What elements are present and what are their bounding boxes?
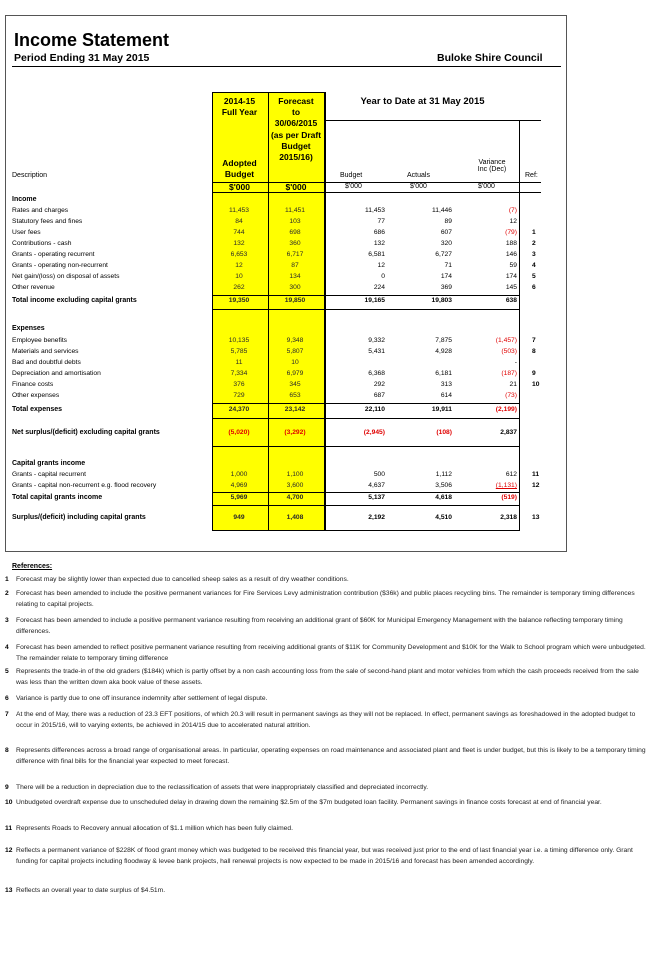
- income-total-rule: [212, 309, 520, 310]
- forecast-value: 5,807: [286, 348, 304, 355]
- variance-value: 612: [505, 471, 517, 478]
- ytd-heading: Year to Date at 31 May 2015: [360, 96, 485, 107]
- actuals-value: 4,510: [435, 514, 452, 521]
- ref-value: 10: [532, 381, 540, 388]
- adopted-value: 19,350: [228, 297, 250, 304]
- row-label: Grants - operating non-recurrent: [12, 262, 108, 269]
- adopted-value: 84: [235, 218, 243, 225]
- forecast-value: 11,451: [285, 207, 305, 214]
- ref-header: Ref:: [525, 172, 538, 179]
- variance-value: (2,199): [495, 406, 517, 413]
- ref-value: 6: [532, 284, 536, 291]
- actuals-value: 174: [440, 273, 452, 280]
- row-label: Contributions - cash: [12, 240, 72, 247]
- forecast-value: 4,700: [286, 494, 304, 501]
- adopted-value: 4,969: [230, 482, 248, 489]
- full-year-label: Full Year: [221, 107, 258, 118]
- adopted-value: 5,785: [230, 348, 248, 355]
- budget-value: 686: [373, 229, 385, 236]
- row-label: Rates and charges: [12, 207, 69, 214]
- income-subtotal-rule: [212, 295, 520, 296]
- actuals-value: 19,911: [431, 406, 452, 413]
- forecast-value: 87: [291, 262, 299, 269]
- note-text: There will be a reduction in depreciation due to the reclassification of assets that were inappropriately classified and depreciated incorrectly.: [16, 784, 429, 791]
- note-number: 13: [5, 887, 13, 894]
- table-row: [0, 240, 660, 251]
- row-label: Surplus/(deficit) including capital grants: [12, 514, 146, 521]
- row-label: Net gain/(loss) on disposal of assets: [12, 273, 120, 280]
- row-label: User fees: [12, 229, 41, 236]
- ref-value: 7: [532, 337, 536, 344]
- budget-value: 687: [373, 392, 385, 399]
- table-row: [0, 381, 660, 392]
- actuals-value: 11,446: [432, 207, 452, 214]
- actuals-value: 3,506: [435, 482, 452, 489]
- forecast-value: 345: [289, 381, 301, 388]
- variance-value: 174: [505, 273, 517, 280]
- adopted-value: 262: [233, 284, 245, 291]
- adopted-value: 7,334: [230, 370, 248, 377]
- title-divider: [12, 66, 561, 67]
- adopted-label: Adopted: [222, 158, 257, 168]
- actuals-header: Actuals: [407, 172, 430, 179]
- variance-value: 146: [505, 251, 517, 258]
- note-number: 7: [5, 711, 9, 718]
- variance-value: 188: [505, 240, 517, 247]
- forecast-line: Forecast: [278, 96, 314, 106]
- table-row: [0, 229, 660, 240]
- note-text: Forecast may be slightly lower than expected due to cancelled sheep sales as a result of dry weather conditions.: [16, 576, 349, 583]
- actuals-value: 6,181: [435, 370, 452, 377]
- net-surplus-rule: [212, 446, 520, 447]
- forecast-value: 300: [289, 284, 301, 291]
- actuals-value: 369: [440, 284, 452, 291]
- actuals-value: 320: [440, 240, 452, 247]
- total-row: [0, 494, 660, 505]
- ref-value: 12: [532, 482, 540, 489]
- actuals-value: 1,112: [435, 471, 452, 478]
- note-number: 11: [5, 825, 13, 832]
- note-number: 8: [5, 747, 9, 754]
- table-row: [0, 337, 660, 348]
- actuals-value: 7,875: [435, 337, 452, 344]
- note-number: 3: [5, 617, 9, 624]
- budget-unit: $'000: [345, 183, 362, 190]
- budget-value: 5,431: [368, 348, 385, 355]
- adopted-value: 11: [235, 359, 243, 366]
- budget-value: 2,192: [368, 514, 385, 521]
- variance-label: Variance: [478, 159, 506, 166]
- budget-value: 4,637: [368, 482, 385, 489]
- budget-value: 11,453: [365, 207, 385, 214]
- budget-value: (2,945): [363, 429, 385, 436]
- table-bottom-rule: [212, 530, 520, 531]
- actuals-value: 19,803: [431, 297, 452, 304]
- note-number: 2: [5, 590, 9, 597]
- ytd-right-border: [519, 120, 520, 530]
- forecast-value: (3,292): [284, 429, 306, 436]
- row-label: Other expenses: [12, 392, 60, 399]
- row-label: Depreciation and amortisation: [12, 370, 101, 377]
- forecast-value: 103: [289, 218, 301, 225]
- forecast-value: 6,979: [286, 370, 304, 377]
- variance-value: (73): [505, 392, 517, 399]
- ref-value: 8: [532, 348, 536, 355]
- note-text: Variance is partly due to one off insurance indemnity after settlement of legal dispute.: [16, 695, 268, 702]
- row-label: Net surplus/(deficit) excluding capital grants: [12, 429, 160, 436]
- ref-value: 3: [532, 251, 536, 258]
- adopted-value: 949: [233, 514, 245, 521]
- variance-value: 2,318: [500, 514, 517, 521]
- forecast-value: 1,408: [286, 514, 304, 521]
- forecast-value: 10: [291, 359, 299, 366]
- variance-unit: $'000: [478, 183, 495, 190]
- note-text: Reflects a permanent variance of $228K of flood grant money which was budgeted to be received this financial year, but was received just prior to the end of last financial year i.e. a timing difference only. Grant funding for capital projects including floodway & levee bank projects, hall renewal projects is now expected to be made in 2015/16 and forecast has been amended accordingly.: [16, 847, 633, 865]
- row-label: Grants - operating recurrent: [12, 251, 95, 258]
- adopted-value: 744: [233, 229, 245, 236]
- variance-value: (1,131): [495, 482, 517, 489]
- variance-value: (503): [501, 348, 517, 355]
- forecast-value: 1,100: [286, 471, 304, 478]
- total-row: [0, 406, 660, 417]
- note-number: 9: [5, 784, 9, 791]
- row-label: Total expenses: [12, 406, 63, 413]
- note-text: Represents Roads to Recovery annual allocation of $1.1 million which has been fully claimed.: [16, 825, 293, 832]
- table-row: [0, 392, 660, 403]
- forecast-value: 23,142: [284, 406, 306, 413]
- adopted-value: 376: [233, 381, 245, 388]
- note-text: Represents the trade-in of the old graders ($184k) which is partly offset by a non cash accounting loss from the sale of second-hand plant and motor vehicles from which the cash proceeds received from the sale was less than the written down aka book value of these assets.: [16, 668, 639, 686]
- table-row: [0, 370, 660, 381]
- adopted-value: 12: [235, 262, 243, 269]
- variance-inc-dec-label: Inc (Dec): [477, 166, 507, 173]
- table-row: [0, 207, 660, 218]
- variance-value: (79): [505, 229, 517, 236]
- forecast-value: 6,717: [286, 251, 304, 258]
- forecast-line: 30/06/2015: [274, 118, 318, 129]
- budget-value: 9,332: [368, 337, 385, 344]
- budget-value: 6,368: [368, 370, 385, 377]
- table-row: [0, 359, 660, 370]
- budget-value: 5,137: [368, 494, 385, 501]
- ytd-left-border: [324, 92, 325, 530]
- ref-value: 2: [532, 240, 536, 247]
- note-text: Unbudgeted overdraft expense due to unscheduled delay in drawing down the remaining $2.5m of the $7m budgeted loan facility. Permanent savings in finance costs forecast at end of financial year.: [16, 799, 602, 806]
- note-text: Forecast has been amended to include the positive permanent variances for Fire Services Levy administration contribution ($36k) and public places recycling bins. The remainder is temporary timing differences relating to capital projects.: [16, 590, 635, 608]
- row-label: Employee benefits: [12, 337, 68, 344]
- budget-value: 500: [373, 471, 385, 478]
- actuals-value: 614: [440, 392, 452, 399]
- ref-value: 5: [532, 273, 536, 280]
- forecast-value: 360: [289, 240, 301, 247]
- variance-value: 12: [509, 218, 517, 225]
- actuals-value: 4,928: [435, 348, 452, 355]
- note-number: 12: [5, 847, 13, 854]
- note-number: 6: [5, 695, 9, 702]
- forecast-unit: $'000: [285, 182, 307, 192]
- ref-value: 11: [532, 471, 540, 478]
- full-year-header: [212, 96, 267, 118]
- actuals-value: 607: [440, 229, 452, 236]
- expenses-subtotal-rule: [212, 403, 520, 404]
- capital-subtotal-rule: [212, 492, 520, 493]
- forecast-value: 134: [289, 273, 301, 280]
- variance-value: 638: [505, 297, 517, 304]
- expenses-heading: Expenses: [12, 325, 45, 332]
- variance-value: (187): [501, 370, 517, 377]
- row-label: Grants - capital non-recurrent e.g. flood recovery: [12, 482, 157, 489]
- variance-value: (519): [501, 494, 517, 501]
- budget-label: Budget: [224, 169, 255, 180]
- table-row: [0, 251, 660, 262]
- adopted-value: 11,453: [229, 207, 249, 214]
- variance-value: 21: [509, 381, 517, 388]
- variance-value: 59: [509, 262, 517, 269]
- adopted-unit: $'000: [229, 182, 250, 192]
- row-label: Materials and services: [12, 348, 79, 355]
- adopted-value: 24,370: [228, 406, 250, 413]
- income-heading: Income: [12, 196, 37, 203]
- forecast-header: [268, 96, 324, 163]
- budget-value: 22,110: [364, 406, 385, 413]
- row-label: Finance costs: [12, 381, 54, 388]
- total-row: [0, 297, 660, 308]
- actuals-value: 71: [444, 262, 452, 269]
- forecast-value: 3,600: [286, 482, 304, 489]
- council-name: Buloke Shire Council: [437, 52, 543, 64]
- adopted-value: 10: [235, 273, 243, 280]
- forecast-value: 653: [289, 392, 301, 399]
- note-number: 5: [5, 668, 9, 675]
- capital-total-rule: [212, 505, 520, 506]
- forecast-line: to: [291, 107, 301, 118]
- forecast-line: (as per Draft: [270, 129, 322, 140]
- adopted-value: 132: [233, 240, 245, 247]
- variance-value: -: [514, 359, 517, 366]
- forecast-line: Budget: [281, 140, 311, 151]
- note-number: 10: [5, 799, 13, 806]
- adopted-value: 1,000: [230, 471, 248, 478]
- net-surplus-row: [0, 429, 660, 440]
- full-year-year: 2014-15: [223, 96, 256, 106]
- variance-value: 145: [505, 284, 517, 291]
- note-text: Forecast has been amended to reflect positive permanent variance resulting from receiving additional grants of $11K for Community Development and $10K for the Walk to School program which were unbudgeted. The remainder relate to temporary timing difference: [16, 644, 646, 662]
- forecast-value: 9,348: [286, 337, 304, 344]
- budget-value: 224: [373, 284, 385, 291]
- forecast-line: 2015/16): [279, 152, 313, 163]
- adopted-value: 10,135: [228, 337, 250, 344]
- row-label: Statutory fees and fines: [12, 218, 83, 225]
- ytd-rule: [324, 120, 541, 121]
- budget-value: 0: [381, 273, 385, 280]
- variance-value: (1,457): [495, 337, 517, 344]
- adopted-value: 6,653: [230, 251, 248, 258]
- row-label: Total capital grants income: [12, 494, 103, 501]
- adopted-value: 5,969: [230, 494, 248, 501]
- table-row: [0, 471, 660, 482]
- row-label: Other revenue: [12, 284, 55, 291]
- table-row: [0, 273, 660, 284]
- ref-value: 1: [532, 229, 536, 236]
- variance-header: [462, 159, 522, 173]
- note-text: At the end of May, there was a reduction of 23.3 EFT positions, of which 20.3 will result in permanent savings as they will not be replaced. In effect, permanent savings as foreshadowed in the adopted budget to occur in 2015/16, will to varying extents, be achieved in 2014/15 due to accelerated natural attrition.: [16, 711, 636, 729]
- budget-value: 6,581: [368, 251, 385, 258]
- table-row: [0, 218, 660, 229]
- variance-value: 2,837: [500, 429, 517, 436]
- references-heading: References:: [12, 563, 53, 570]
- variance-value: (7): [508, 207, 517, 214]
- ref-value: 4: [532, 262, 536, 269]
- capital-heading: Capital grants income: [12, 460, 86, 467]
- table-row: [0, 284, 660, 295]
- budget-header: Budget: [340, 172, 363, 179]
- budget-value: 77: [377, 218, 385, 225]
- note-text: Represents differences across a broad range of organisational areas. In particular, operating expenses on road maintenance and associated plant and fleet is under budget, but this is likely to be a temporary timing difference with final bills for the financial year expected to meet forecast.: [16, 747, 646, 765]
- note-text: Reflects an overall year to date surplus of $4.51m.: [16, 887, 166, 894]
- actuals-value: 4,618: [435, 494, 452, 501]
- row-label: Bad and doubtful debts: [12, 359, 81, 366]
- budget-value: 292: [373, 381, 385, 388]
- surplus-row: [0, 514, 660, 525]
- header-top-rule: [212, 92, 324, 93]
- actuals-value: 89: [444, 218, 452, 225]
- ref-value: 9: [532, 370, 536, 377]
- budget-value: 132: [373, 240, 385, 247]
- table-row: [0, 262, 660, 273]
- adopted-value: (5,020): [228, 429, 250, 436]
- adopted-budget-header: [212, 158, 267, 180]
- adopted-value: 729: [233, 392, 245, 399]
- expenses-total-rule: [212, 418, 520, 419]
- note-number: 1: [5, 576, 9, 583]
- budget-value: 12: [377, 262, 385, 269]
- note-text: Forecast has been amended to include a positive permanent variance resulting from receiving an additional grant of $60K for Municipal Emergency Management with the balance reflecting temporary timing differences.: [16, 617, 623, 635]
- actuals-value: 313: [440, 381, 452, 388]
- description-header: Description: [12, 172, 48, 179]
- budget-value: 19,165: [364, 297, 385, 304]
- note-number: 4: [5, 644, 9, 651]
- table-row: [0, 348, 660, 359]
- row-label: Total income excluding capital grants: [12, 297, 137, 304]
- row-label: Grants - capital recurrent: [12, 471, 86, 478]
- period-label: Period Ending 31 May 2015: [14, 52, 150, 64]
- actuals-value: (108): [436, 429, 452, 436]
- forecast-value: 698: [289, 229, 301, 236]
- page-title: Income Statement: [14, 30, 170, 50]
- actuals-unit: $'000: [410, 183, 427, 190]
- ref-value: 13: [532, 514, 540, 521]
- actuals-value: 6,727: [435, 251, 452, 258]
- forecast-value: 19,850: [284, 297, 306, 304]
